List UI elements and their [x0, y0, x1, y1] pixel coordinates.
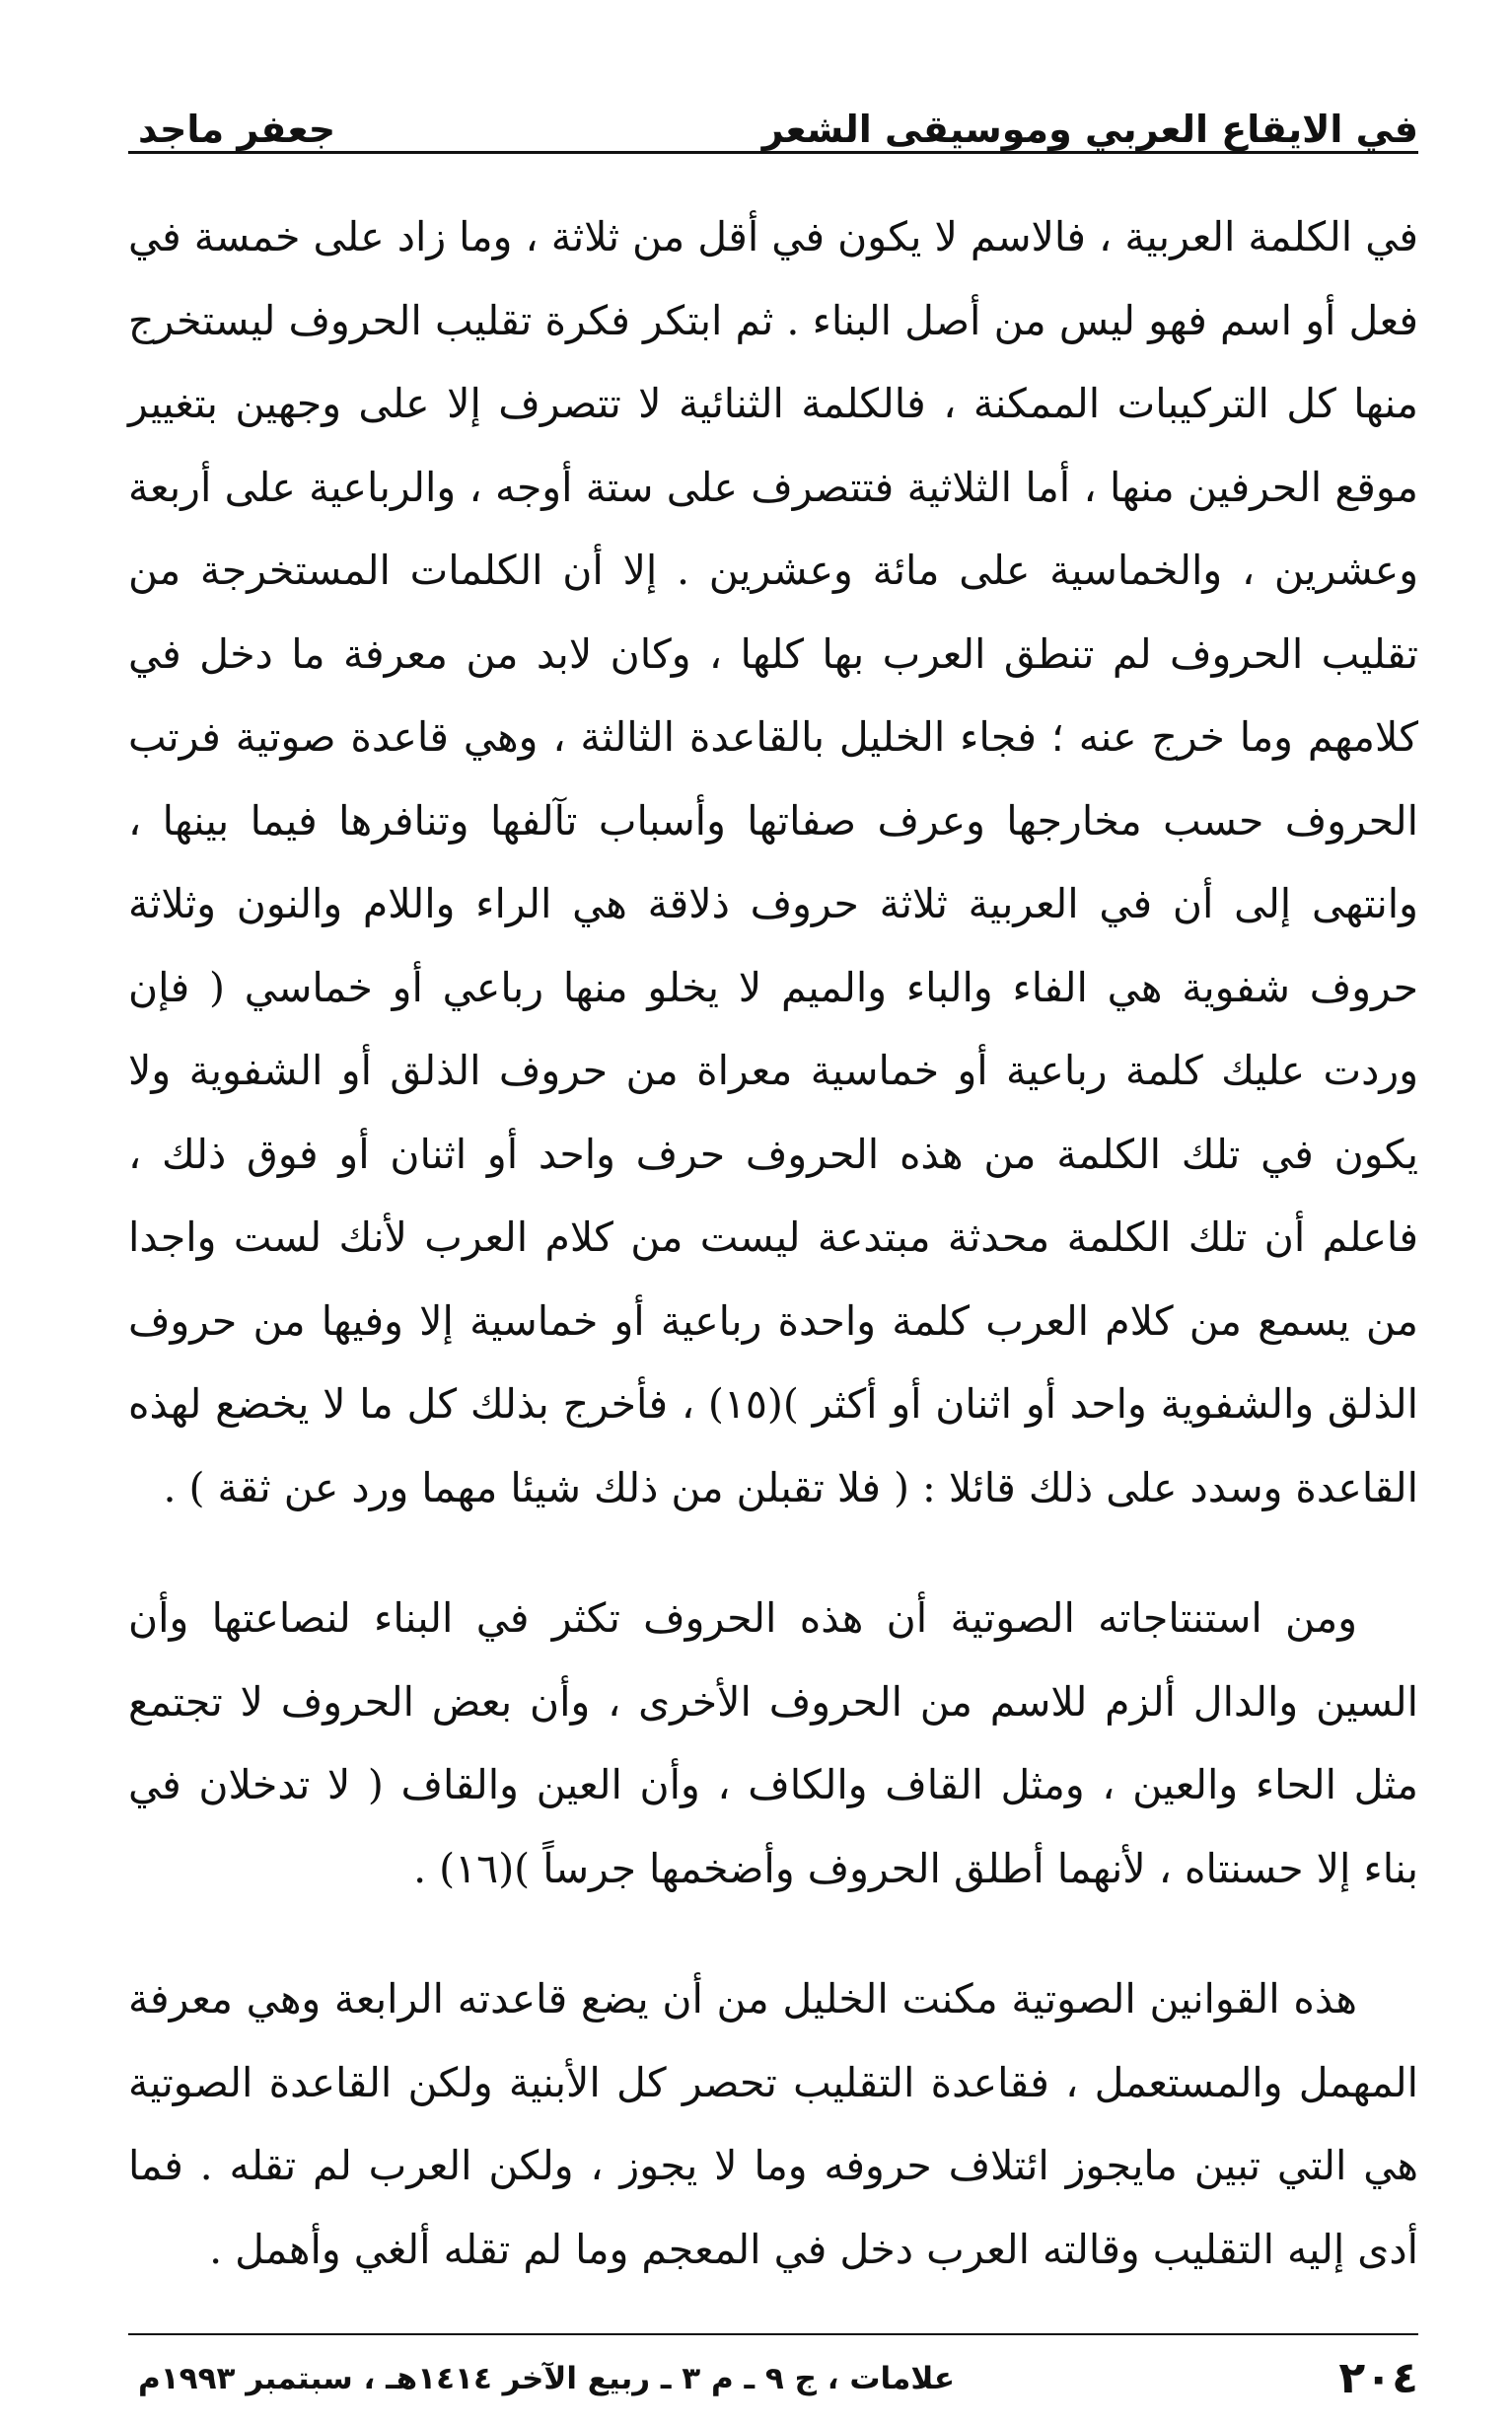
header-author: جعفر ماجد — [138, 108, 336, 151]
body-text — [128, 195, 1418, 2291]
paragraph-1: في الكلمة العربية ، فالاسم لا يكون في أقل من ثلاثة ، وما زاد على خمسة في فعل أو اسم فهو ليس من أصل البناء . ثم ابتكر فكرة تقليب الحروف ليستخرج منها كل التركيبات الممكنة ، فالكلمة الثنائية لا تتصرف إلا على وجهين بتغيير موقع الحرفين منها ، أما الثلاثية فتتصرف على ستة أوجه ، والرباعية على أربعة وعشرين ، والخماسية على مائة وعشرين . إلا أن الكلمات المستخرجة من تقليب الحروف لم تنطق العرب بها كلها ، وكان لابد من معرفة ما دخل في كلامهم وما خرج عنه ؛ فجاء الخليل بالقاعدة الثالثة ، وهي قاعدة صوتية فرتب الحروف حسب مخارجها وعرف صفاتها وأسباب تآلفها وتنافرها فيما بينها ، وانتهى إلى أن في العربية ثلاثة حروف ذلاقة هي الراء واللام والنون وثلاثة حروف شفوية هي الفاء والباء والميم لا يخلو منها رباعي أو خماسي ( فإن وردت عليك كلمة رباعية أو خماسية معراة من حروف الذلق أو الشفوية ولا يكون في تلك الكلمة من هذه الحروف حرف واحد أو اثنان أو فوق ذلك ، فاعلم أن تلك الكلمة محدثة مبتدعة ليست من كلام العرب لأنك لست واجدا من يسمع من كلام العرب كلمة واحدة رباعية أو خماسية إلا وفيها من حروف الذلق والشفوية واحد أو اثنان أو أكثر )(١٥) ، فأخرج بذلك كل ما لا يخضع لهذه القاعدة وسدد على ذلك قائلا : ( فلا تقبلن من ذلك شيئا مهما ورد عن ثقة ) . — [128, 213, 1419, 1511]
running-footer — [138, 2353, 1418, 2403]
journal-info: علامات ، ج ٩ ـ م ٣ ـ ربيع الآخر ١٤١٤هـ ، سبتمبر ١٩٩٣م — [138, 2360, 956, 2396]
header-title: في الايقاع العربي وموسيقى الشعر — [761, 108, 1418, 151]
footer-divider — [128, 2333, 1418, 2335]
page-number: ٢٠٤ — [1338, 2353, 1418, 2403]
running-header — [138, 69, 1418, 151]
paragraph-2: ومن استنتاجاته الصوتية أن هذه الحروف تكثر في البناء لنصاعتها وأن السين والدال ألزم للاسم من الحروف الأخرى ، وأن بعض الحروف لا تجتمع مثل الحاء والعين ، ومثل القاف والكاف ، وأن العين والقاف ( لا تدخلان في بناء إلا حسنتاه ، لأنهما أطلق الحروف وأضخمها جرساً )(١٦) . — [128, 1594, 1418, 1892]
header-divider — [128, 151, 1418, 154]
paragraph-3: هذه القوانين الصوتية مكنت الخليل من أن يضع قاعدته الرابعة وهي معرفة المهمل والمستعمل ، فقاعدة التقليب تحصر كل الأبنية ولكن القاعدة الصوتية هي التي تبين مايجوز ائتلاف حروفه وما لا يجوز ، ولكن العرب لم تقله . فما أدى إليه التقليب وقالته العرب دخل في المعجم وما لم تقله ألغي وأهمل . — [128, 1975, 1418, 2273]
